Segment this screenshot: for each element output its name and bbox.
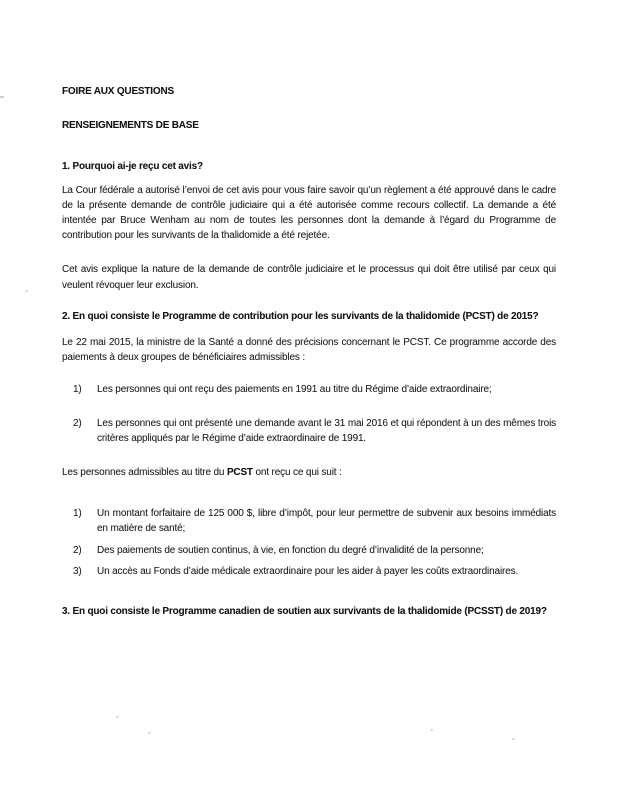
list-item-text: Un montant forfaitaire de 125 000 $, libre d’impôt, pour leur permettre de subvenir aux besoins immédiats en matière de santé; [97, 508, 556, 535]
scan-speck [116, 716, 119, 718]
question-1-paragraph-1: La Cour fédérale a autorisé l’envoi de cet avis pour vous faire savoir qu’un règlement a été approuvé dans le cadre de la présente demande de contrôle judiciaire qui a été autorisée comme recours collectif. La demande a été intentée par Bruce Wenham au nom de toutes les personnes dont la demande à l’égard du Programme de contribution pour les survivants de la thalidomide a été rejetée. [62, 184, 556, 242]
question-2-paragraph-1: Le 22 mai 2015, la ministre de la Santé a donné des précisions concernant le PCST. Ce programme accorde des paiements à deux groupes de bénéficiaires admissibles : [62, 337, 556, 364]
scan-speck [148, 732, 151, 734]
list-item [62, 382, 556, 397]
list-item-number: 3) [73, 565, 82, 577]
list-item [62, 564, 556, 579]
benefits-list [62, 506, 556, 579]
intro-suffix: ont reçu ce qui suit : [252, 467, 342, 479]
scan-speck [512, 738, 515, 740]
eligible-groups-list [62, 382, 556, 446]
list-item-number: 2) [73, 544, 82, 556]
list-item-text: Des paiements de soutien continus, à vie, en fonction du degré d’invalidité de la personne; [97, 544, 484, 556]
intro-bold-pcst: PCST [226, 467, 253, 479]
question-3-heading: 3. En quoi consiste le Programme canadien de soutien aux survivants de la thalidomide (PCSST) de 2019? [62, 606, 547, 618]
scan-speck [25, 290, 28, 292]
section-heading-renseignements: RENSEIGNEMENTS DE BASE [62, 120, 199, 132]
list-item [62, 416, 556, 446]
list-item [62, 506, 556, 536]
document-title: FOIRE AUX QUESTIONS [62, 86, 174, 97]
list-item-text: Les personnes qui ont reçu des paiements en 1991 au titre du Régime d’aide extraordinaire; [97, 384, 492, 396]
list-item-number: 1) [73, 508, 82, 520]
question-1-paragraph-2: Cet avis explique la nature de la demande de contrôle judiciaire et le processus qui doit être utilisé par ceux qui veulent révoquer leur exclusion. [62, 264, 556, 291]
list-item-number: 1) [73, 384, 82, 396]
list-item-text: Un accès au Fonds d’aide médicale extraordinaire pour les aider à payer les coûts extraordinaires. [97, 565, 519, 577]
question-1-heading: 1. Pourquoi ai-je reçu cet avis? [62, 161, 203, 173]
list-item-text: Les personnes qui ont présenté une demande avant le 31 mai 2016 et qui répondent à un des mêmes trois critères appliqués par le Régime d’aide extraordinaire de 1991. [97, 417, 556, 444]
question-2-heading: 2. En quoi consiste le Programme de contribution pour les survivants de la thalidomide (PCST) de 2015? [62, 310, 539, 322]
list-item-number: 2) [73, 417, 82, 429]
benefits-intro-line [62, 465, 556, 480]
list-item [62, 543, 556, 558]
intro-prefix: Les personnes admissibles au titre du [62, 467, 227, 479]
scan-speck [430, 729, 433, 731]
scan-speck [0, 96, 4, 98]
